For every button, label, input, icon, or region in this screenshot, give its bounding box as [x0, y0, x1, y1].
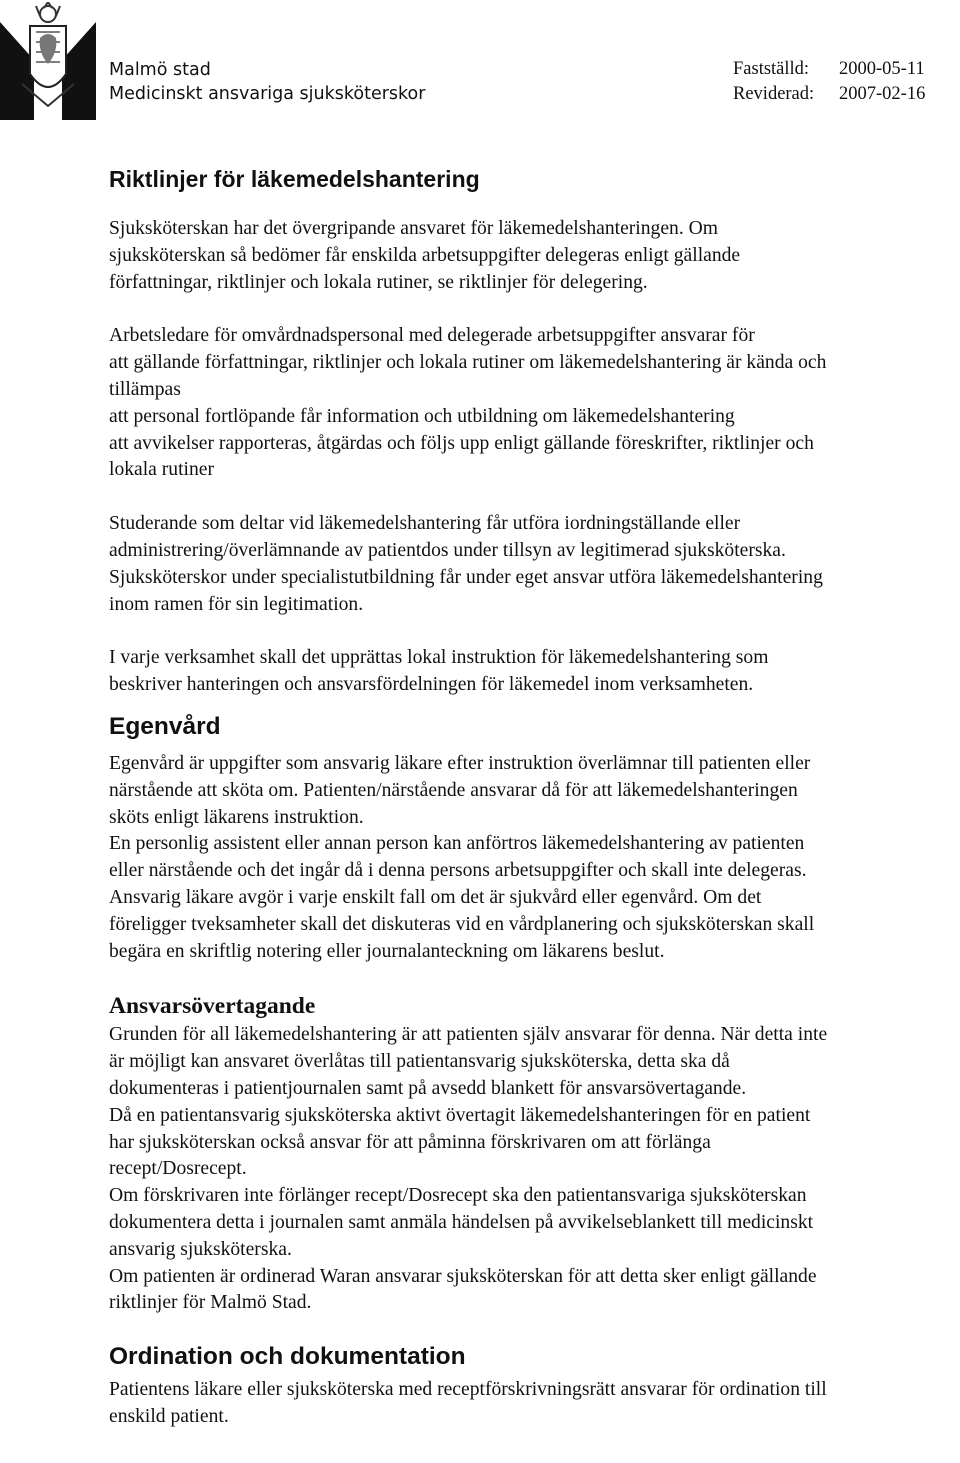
text-line: Sjuksköterskor under specialistutbildning får under eget ansvar utföra läkemedelshantering — [109, 566, 823, 588]
text-line: sjuksköterskan så bedömer får enskilda arbetsuppgifter delegeras enligt gällande — [109, 244, 741, 266]
department-name: Medicinskt ansvariga sjuksköterskor — [109, 84, 426, 104]
established-row — [733, 57, 925, 82]
selfcare-heading: Egenvård — [109, 712, 221, 740]
text-line: Grunden för all läkemedelshantering är att patienten själv ansvarar för denna. När detta inte — [109, 1024, 828, 1046]
text-line: Arbetsledare för omvårdnadspersonal med delegerade arbetsuppgifter ansvarar för — [109, 325, 755, 347]
text-line: Då en patientansvarig sjuksköterska aktivt övertagit läkemedelshanteringen för en patient — [109, 1104, 811, 1126]
text-line: är möjligt kan ansvaret överlåtas till patientansvarig sjuksköterska, detta ska då — [109, 1051, 730, 1073]
text-line: beskriver hanteringen och ansvarsfördelningen för läkemedel inom verksamheten. — [109, 674, 754, 696]
text-line: begära en skriftlig notering eller journalanteckning om läkarens beslut. — [109, 940, 665, 962]
text-line: Om förskrivaren inte förlänger recept/Dosrecept ska den patientansvariga sjuksköterskan — [109, 1185, 807, 1207]
text-line: administrering/överlämnande av patientdos under tillsyn av legitimerad sjuksköterska. — [109, 539, 786, 561]
text-line: dokumenteras i patientjournalen samt på avsedd blankett för ansvarsövertagande. — [109, 1077, 747, 1099]
text-line: tillämpas — [109, 378, 181, 400]
established-date: 2000-05-11 — [839, 59, 925, 79]
document-body — [109, 164, 957, 1431]
header-org-block — [109, 58, 425, 106]
text-line: I varje verksamhet skall det upprättas lokal instruktion för läkemedelshantering som — [109, 647, 769, 669]
revised-label: Reviderad: — [733, 84, 815, 104]
text-line: lokala rutiner — [109, 459, 215, 481]
text-line: inom ramen för sin legitimation. — [109, 593, 364, 615]
ordination-paragraph — [109, 1377, 957, 1431]
takeover-paragraph — [109, 1022, 957, 1317]
takeover-heading: Ansvarsövertagande — [109, 993, 316, 1020]
text-line: riktlinjer för Malmö Stad. — [109, 1292, 312, 1314]
intro-paragraph — [109, 216, 957, 296]
organization-name: Malmö stad — [109, 60, 211, 80]
text-line: sköts enligt läkarens instruktion. — [109, 806, 364, 828]
students-paragraph — [109, 511, 957, 618]
text-line: att avvikelser rapporteras, åtgärdas och följs upp enligt gällande föreskrifter, riktlinjer och — [109, 432, 814, 454]
text-line: Om patienten är ordinerad Waran ansvarar sjuksköterskan för att detta sker enligt gällande — [109, 1265, 817, 1287]
supervisors-paragraph — [109, 323, 957, 484]
text-line: dokumentera detta i journalen samt anmäla händelsen på avvikelseblankett till medicinskt — [109, 1211, 814, 1233]
text-line: eller närstående och det ingår då i denna persons arbetsuppgifter och skall inte delegeras. — [109, 860, 807, 882]
text-line: författningar, riktlinjer och lokala rutiner, se riktlinjer för delegering. — [109, 271, 648, 293]
text-line: Ansvarig läkare avgör i varje enskilt fall om det är sjukvård eller egenvård. Om det — [109, 886, 762, 908]
text-line: recept/Dosrecept. — [109, 1158, 247, 1180]
header-dates-block — [733, 57, 925, 107]
revised-date: 2007-02-16 — [839, 84, 926, 104]
text-line: En personlig assistent eller annan person kan anförtros läkemedelshantering av patienten — [109, 833, 805, 855]
text-line: Egenvård är uppgifter som ansvarig läkare efter instruktion överlämnar till patienten eller — [109, 752, 811, 774]
document-title: Riktlinjer för läkemedelshantering — [109, 166, 480, 192]
text-line: att gällande författningar, riktlinjer och lokala rutiner om läkemedelshantering är kända och — [109, 352, 827, 374]
established-label: Fastställd: — [733, 59, 810, 79]
ordination-heading: Ordination och dokumentation — [109, 1343, 466, 1371]
selfcare-paragraph — [109, 751, 957, 965]
text-line: Studerande som deltar vid läkemedelshantering får utföra iordningställande eller — [109, 513, 741, 535]
text-line: att personal fortlöpande får information och utbildning om läkemedelshantering — [109, 405, 735, 427]
text-line: föreligger tveksamheter skall det diskuteras vid en vårdplanering och sjuksköterskan skall — [109, 913, 815, 935]
text-line: närstående att sköta om. Patienten/närstående ansvarar då för att läkemedelshanteringen — [109, 779, 798, 801]
text-line: Sjuksköterskan har det övergripande ansvaret för läkemedelshanteringen. Om — [109, 218, 719, 239]
text-line: ansvarig sjuksköterska. — [109, 1238, 292, 1260]
coat-of-arms-logo — [0, 2, 96, 120]
text-line: har sjuksköterskan också ansvar för att påminna förskrivaren om att förlänga — [109, 1131, 711, 1153]
revised-row — [733, 82, 925, 107]
text-line: enskild patient. — [109, 1405, 229, 1427]
local-instruction-paragraph — [109, 645, 957, 699]
text-line: Patientens läkare eller sjuksköterska med receptförskrivningsrätt ansvarar för ordination till — [109, 1379, 827, 1401]
